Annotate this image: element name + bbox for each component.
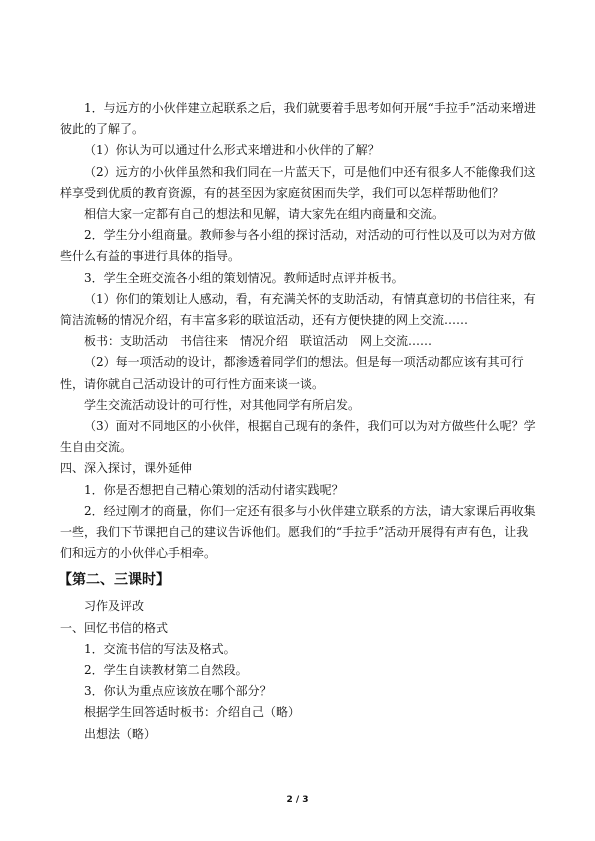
- subtitle-writing: 习作及评改: [84, 599, 145, 614]
- paragraph-10: 学生交流活动设计的可行性，对其他同学有所启发。: [84, 397, 361, 412]
- section-heading: 【第二、三课时】: [58, 572, 170, 589]
- paragraph-6: 3．学生全班交流各小组的策划情况。教师适时点评并板书。: [84, 270, 404, 285]
- paragraph-11: （3）面对不同地区的小伙伴，根据自己现有的条件，我们可以为对方做些什么呢？学生自由交流。: [60, 419, 536, 455]
- paragraph-4: 相信大家一定都有自己的想法和见解，请大家先在组内商量和交流。: [84, 207, 445, 222]
- board-note-1: 根据学生回答适时板书：介绍自己（略）: [84, 705, 301, 720]
- section-one-title: 一、回忆书信的格式: [60, 620, 169, 635]
- section-four-title: 四、深入探讨，课外延伸: [60, 461, 193, 476]
- board-note-2: 出想法（略）: [84, 726, 157, 741]
- page-content: [60, 98, 538, 745]
- paragraph-2: （1）你认为可以通过什么形式来增进和小伙伴的了解？: [84, 143, 380, 158]
- paragraph-1: 1．与远方的小伙伴建立起联系之后，我们就要着手思考如何开展“手拉手”活动来增进彼此的了解了。: [60, 101, 536, 137]
- paragraph-3: （2）远方的小伙伴虽然和我们同在一片蓝天下，可是他们中还有很多人不能像我们这样享受到优质的教育资源，有的甚至因为家庭贫困而失学，我们可以怎样帮助他们？: [60, 164, 536, 200]
- paragraph-7: （1）你们的策划让人感动，看，有充满关怀的支助活动，有情真意切的书信往来，有简洁流畅的情况介绍，有丰富多彩的联谊活动，还有方便快捷的网上交流……: [60, 291, 536, 328]
- step-1: 1．交流书信的写法及格式。: [84, 641, 236, 656]
- paragraph-13: 1．你是否想把自己精心策划的活动付诸实践呢？: [84, 482, 344, 497]
- paragraph-8-board: 板书：支助活动 书信往来 情况介绍 联谊活动 网上交流……: [84, 334, 433, 349]
- step-2: 2．学生自读教材第二自然段。: [84, 663, 248, 678]
- paragraph-14: 2．经过刚才的商量，你们一定还有很多与小伙伴建立联系的方法，请大家课后再收集一些，我们下节课把自己的建议告诉他们。愿我们的“手拉手”活动开展得有声有色，让我们和远方的小伙伴心手相牵。: [60, 503, 536, 561]
- paragraph-5: 2．学生分小组商量。教师参与各小组的探讨活动，对活动的可行性以及可以为对方做些什么有益的事进行具体的指导。: [60, 228, 536, 264]
- step-3: 3．你认为重点应该放在哪个部分？: [84, 684, 272, 699]
- page-number: 2 / 3: [286, 795, 309, 805]
- paragraph-9: （2）每一项活动的设计，都渗透着同学们的想法。但是每一项活动都应该有其可行性，请你就自己活动设计的可行性方面来谈一谈。: [60, 355, 524, 391]
